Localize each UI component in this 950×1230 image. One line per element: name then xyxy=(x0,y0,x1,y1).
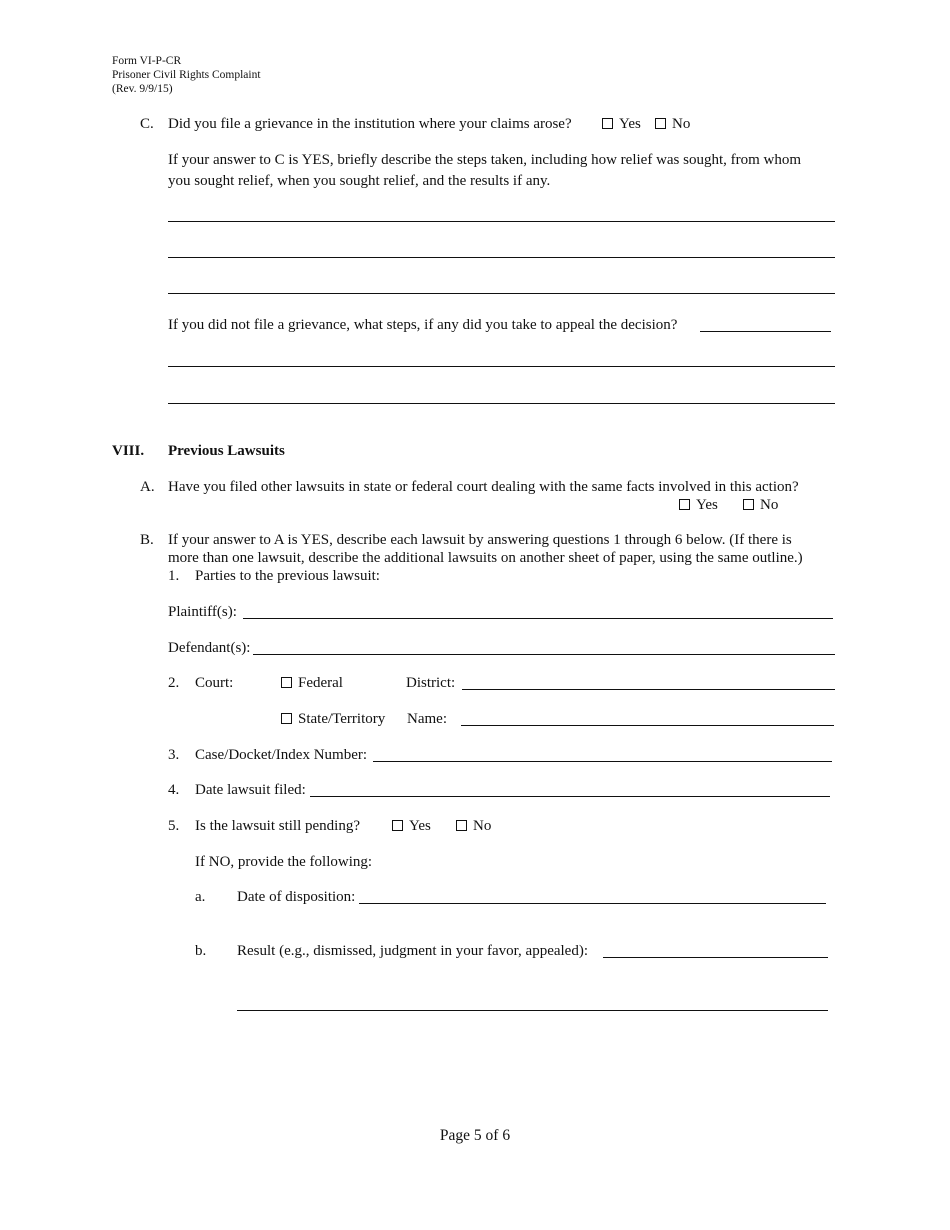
q4-number: 4. xyxy=(168,782,180,798)
disposition-label: Date of disposition: xyxy=(237,889,356,905)
q1-number: 1. xyxy=(168,568,180,584)
date-filed-field[interactable] xyxy=(310,796,830,797)
result-field[interactable] xyxy=(603,957,828,958)
date-filed-label: Date lawsuit filed: xyxy=(195,782,306,798)
federal-option[interactable] xyxy=(281,674,343,692)
question-b-line1: If your answer to A is YES, describe each lawsuit by answering questions 1 through 6 below. (If there is xyxy=(168,532,792,548)
court-name-label: Name: xyxy=(407,711,447,727)
grievance-steps-line-1[interactable] xyxy=(168,221,835,222)
district-label: District: xyxy=(406,675,456,691)
grievance-no-label: No xyxy=(672,116,691,132)
lawsuit-yes-checkbox[interactable] xyxy=(679,499,690,510)
lawsuit-yes-option[interactable] xyxy=(679,496,718,514)
grievance-yes-checkbox[interactable] xyxy=(602,118,613,129)
defendant-label: Defendant(s): xyxy=(168,640,251,656)
federal-checkbox[interactable] xyxy=(281,677,292,688)
grievance-steps-line-3[interactable] xyxy=(168,293,835,294)
grievance-no-checkbox[interactable] xyxy=(655,118,666,129)
grievance-steps-line-2[interactable] xyxy=(168,257,835,258)
state-option[interactable] xyxy=(281,710,385,728)
state-territory-checkbox[interactable] xyxy=(281,713,292,724)
grievance-describe-line2: you sought relief, when you sought relief, and the results if any. xyxy=(168,173,551,189)
federal-label: Federal xyxy=(298,675,343,691)
grievance-question: Did you file a grievance in the institution where your claims arose? xyxy=(168,116,572,132)
lawsuit-yes-label: Yes xyxy=(696,497,718,513)
q2-number: 2. xyxy=(168,675,180,691)
pending-yes-option[interactable] xyxy=(392,817,431,835)
appeal-inline-line[interactable] xyxy=(700,331,831,332)
result-extra-line[interactable] xyxy=(237,1010,828,1011)
pending-yes-checkbox[interactable] xyxy=(392,820,403,831)
section-viii-number: VIII. xyxy=(112,443,145,459)
case-number-label: Case/Docket/Index Number: xyxy=(195,747,368,763)
appeal-line-1[interactable] xyxy=(168,366,835,367)
q3-number: 3. xyxy=(168,747,180,763)
court-name-field[interactable] xyxy=(461,725,834,726)
pending-yes-label: Yes xyxy=(409,818,431,834)
pending-no-checkbox[interactable] xyxy=(456,820,467,831)
lawsuit-no-label: No xyxy=(760,497,779,513)
page-number: Page 5 of 6 xyxy=(439,1127,511,1144)
disposition-field[interactable] xyxy=(359,903,826,904)
sub-b-letter: b. xyxy=(195,943,207,959)
defendant-field[interactable] xyxy=(253,654,835,655)
question-b-letter: B. xyxy=(140,532,154,548)
section-viii-title: Previous Lawsuits xyxy=(168,443,285,459)
district-field[interactable] xyxy=(462,689,835,690)
lawsuit-no-option[interactable] xyxy=(743,496,778,514)
question-b-line2: more than one lawsuit, describe the additional lawsuits on another sheet of paper, using the same outline.) xyxy=(168,550,803,566)
sub-a-letter: a. xyxy=(195,889,206,905)
grievance-no-option[interactable] xyxy=(655,115,690,133)
appeal-question: If you did not file a grievance, what steps, if any did you take to appeal the decision? xyxy=(168,317,678,333)
q5-number: 5. xyxy=(168,818,180,834)
question-a-letter: A. xyxy=(140,479,155,495)
form-title: Prisoner Civil Rights Complaint xyxy=(112,69,261,81)
pending-label: Is the lawsuit still pending? xyxy=(195,818,360,834)
plaintiff-label: Plaintiff(s): xyxy=(168,604,237,620)
pending-no-option[interactable] xyxy=(456,817,491,835)
section-c-letter: C. xyxy=(140,116,154,132)
if-no-label: If NO, provide the following: xyxy=(195,854,373,870)
grievance-yes-option[interactable] xyxy=(602,115,641,133)
appeal-line-2[interactable] xyxy=(168,403,835,404)
lawsuit-no-checkbox[interactable] xyxy=(743,499,754,510)
state-territory-label: State/Territory xyxy=(298,711,386,727)
case-number-field[interactable] xyxy=(373,761,832,762)
q1-label: Parties to the previous lawsuit: xyxy=(195,568,380,584)
plaintiff-field[interactable] xyxy=(243,618,833,619)
form-id: Form VI-P-CR xyxy=(112,55,182,67)
form-revision: (Rev. 9/9/15) xyxy=(112,83,173,95)
question-a-text: Have you filed other lawsuits in state or federal court dealing with the same facts involved in this action? xyxy=(168,479,799,495)
grievance-describe-line1: If your answer to C is YES, briefly describe the steps taken, including how relief was sought, from whom xyxy=(168,152,802,168)
grievance-yes-label: Yes xyxy=(619,116,641,132)
result-label: Result (e.g., dismissed, judgment in your favor, appealed): xyxy=(237,943,588,959)
pending-no-label: No xyxy=(473,818,492,834)
court-label: Court: xyxy=(195,675,234,691)
